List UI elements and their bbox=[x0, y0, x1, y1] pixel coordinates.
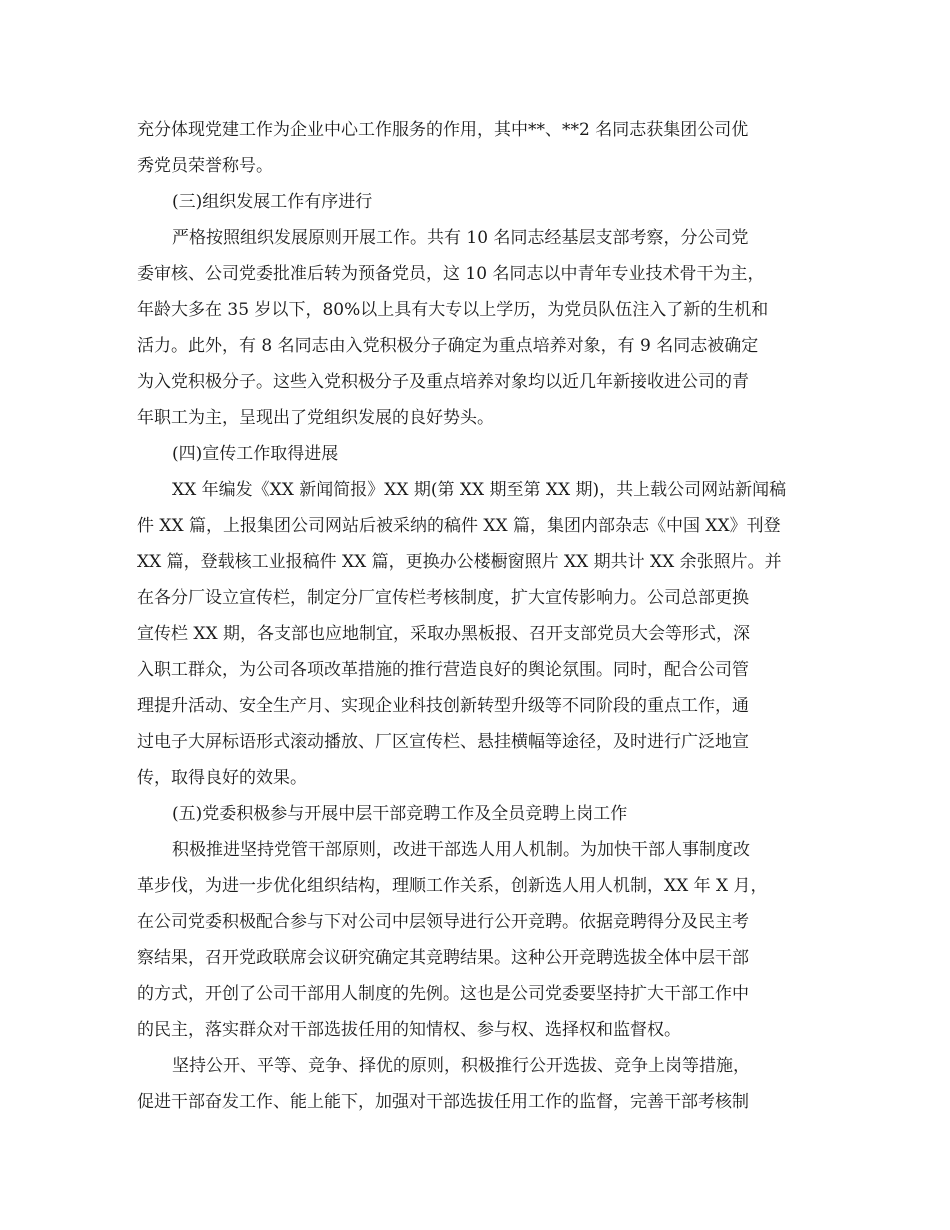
text-line: 在公司党委积极配合参与下对公司中层领导进行公开竞聘。依据竞聘得分及民主考 bbox=[137, 912, 749, 932]
section-heading: (三)组织发展工作有序进行 bbox=[172, 192, 373, 212]
text-line: 的方式，开创了公司干部用人制度的先例。这也是公司党委要坚持扩大干部工作中 bbox=[137, 984, 749, 1004]
text-line: 充分体现党建工作为企业中心工作服务的作用，其中**、**2 名同志获集团公司优 bbox=[137, 120, 749, 140]
text-line: 严格按照组织发展原则开展工作。共有 10 名同志经基层支部考察，分公司党 bbox=[172, 228, 749, 248]
section-heading: (四)宣传工作取得进展 bbox=[172, 444, 339, 464]
text-line: 活力。此外，有 8 名同志由入党积极分子确定为重点培养对象，有 9 名同志被确定 bbox=[137, 336, 759, 356]
text-line: 察结果，召开党政联席会议研究确定其竞聘结果。这种公开竞聘选拔全体中层干部 bbox=[137, 948, 749, 968]
text-line: XX 年编发《XX 新闻简报》XX 期(第 XX 期至第 XX 期)，共上载公司网站新闻稿 bbox=[172, 480, 787, 500]
text-line: 入职工群众，为公司各项改革措施的推行营造良好的舆论氛围。同时，配合公司管 bbox=[137, 660, 749, 680]
text-line: 为入党积极分子。这些入党积极分子及重点培养对象均以近几年新接收进公司的青 bbox=[137, 372, 749, 392]
text-line: 件 XX 篇，上报集团公司网站后被采纳的稿件 XX 篇，集团内部杂志《中国 XX》刊登 bbox=[137, 516, 781, 536]
text-line: 传，取得良好的效果。 bbox=[137, 768, 307, 788]
text-line: 的民主，落实群众对干部选拔任用的知情权、参与权、选择权和监督权。 bbox=[137, 1020, 681, 1040]
text-line: 宣传栏 XX 期，各支部也应地制宜，采取办黑板报、召开支部党员大会等形式，深 bbox=[137, 624, 751, 644]
text-line: 在各分厂设立宣传栏，制定分厂宣传栏考核制度，扩大宣传影响力。公司总部更换 bbox=[137, 588, 749, 608]
text-line: 促进干部奋发工作、能上能下，加强对干部选拔任用工作的监督，完善干部考核制 bbox=[137, 1092, 749, 1112]
text-line: 委审核、公司党委批准后转为预备党员，这 10 名同志以中青年专业技术骨干为主， bbox=[137, 264, 765, 284]
section-heading: (五)党委积极参与开展中层干部竞聘工作及全员竞聘上岗工作 bbox=[172, 804, 628, 824]
text-line: 坚持公开、平等、竞争、择优的原则，积极推行公开选拔、竞争上岗等措施， bbox=[172, 1056, 750, 1076]
text-line: 年龄大多在 35 岁以下，80%以上具有大专以上学历，为党员队伍注入了新的生机和 bbox=[137, 300, 769, 320]
text-line: 年职工为主，呈现出了党组织发展的良好势头。 bbox=[137, 408, 494, 428]
text-line: 过电子大屏标语形式滚动播放、厂区宣传栏、悬挂横幅等途径，及时进行广泛地宣 bbox=[137, 732, 749, 752]
text-line: XX 篇，登载核工业报稿件 XX 篇，更换办公楼橱窗照片 XX 期共计 XX 余张照片。并 bbox=[137, 552, 782, 572]
text-line: 积极推进坚持党管干部原则，改进干部选人用人机制。为加快干部人事制度改 bbox=[172, 840, 750, 860]
text-line: 理提升活动、安全生产月、实现企业科技创新转型升级等不同阶段的重点工作，通 bbox=[137, 696, 749, 716]
text-line: 革步伐，为进一步优化组织结构，理顺工作关系，创新选人用人机制，XX 年 X 月， bbox=[137, 876, 768, 896]
text-line: 秀党员荣誉称号。 bbox=[137, 156, 273, 176]
